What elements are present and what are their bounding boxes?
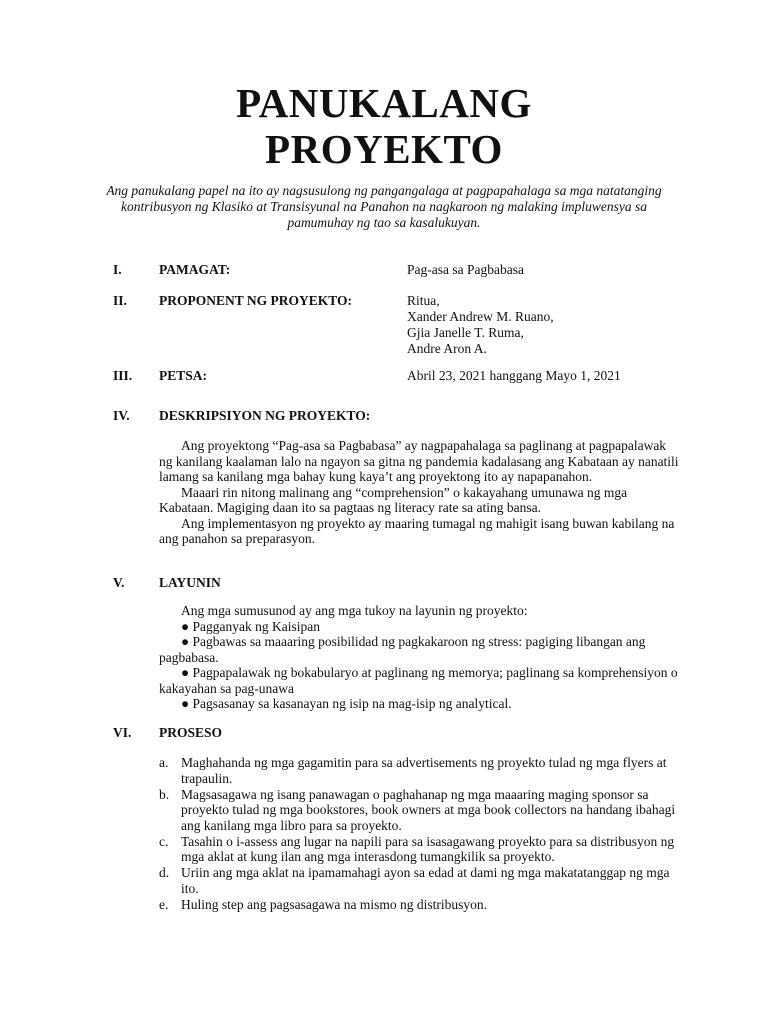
section-iv-label: DESKRIPSIYON NG PROYEKTO: (159, 408, 371, 423)
section-i-label: PAMAGAT: (159, 262, 231, 277)
section-ii-number: II. (113, 293, 127, 308)
section-ii-label: PROPONENT NG PROYEKTO: (159, 293, 353, 308)
section-iii-label: PETSA: (159, 368, 208, 383)
objective-item: ● Pagsasanay sa kasanayan ng isip na mag-isip ng analytical. (181, 696, 512, 711)
step-text: Tasahin o i-assess ang lugar na napili para sa isasagawang proyekto para sa distribusyon ng mga aklat at kung ilan ang mga interasdong tumangkilik sa proyekto. (181, 833, 675, 864)
step-marker: a. (159, 755, 169, 770)
description-paragraph: Ang proyektong “Pag-asa sa Pagbabasa” ay nagpapahalaga sa paglinang at pagpapalawak ng kanilang kaalaman lalo na ngayon sa gitna ng pandemia kadalasang ang Kabataan ay nanatili lamang sa kanilang mga bahay kung kaya’t ang proyektong ito ay napapanahon. (159, 438, 679, 484)
process-step (159, 787, 684, 834)
proponent-name: Ritua, (407, 293, 440, 308)
step-text: Uriin ang mga aklat na ipamamahagi ayon sa edad at dami ng mga makatatanggap ng mga ito. (181, 865, 670, 896)
section-v-label: LAYUNIN (159, 575, 221, 590)
description-paragraph: Ang implementasyon ng proyekto ay maaring tumagal ng mahigit isang buwan kabilang na ang panahon sa preparasyon. (159, 515, 675, 546)
section-vi-label: PROSESO (159, 725, 223, 740)
proponent-name: Andre Aron A. (407, 341, 487, 356)
section-vi-number: VI. (113, 725, 132, 740)
section-i-number: I. (113, 262, 122, 277)
step-text: Maghahanda ng mga gagamitin para sa advertisements ng proyekto tulad ng mga flyers at trapaulin. (181, 755, 667, 786)
section-i-value: Pag-asa sa Pagbabasa (407, 262, 524, 277)
section-iv-number: IV. (113, 408, 130, 423)
document-title (0, 80, 768, 172)
proponent-name: Xander Andrew M. Ruano, (407, 309, 554, 324)
title-line-2: PROYEKTO (265, 126, 503, 172)
section-v-number: V. (113, 575, 125, 590)
objective-item: ● Pagbawas sa maaaring posibilidad ng pagkakaroon ng stress: pagiging libangan ang pagbabasa. (159, 634, 646, 665)
process-steps (159, 755, 684, 913)
section-v-body (159, 603, 679, 712)
section-iv-body (159, 438, 679, 547)
objective-item: ● Pagpapalawak ng bokabularyo at paglinang ng memorya; paglinang sa komprehensiyon o kakayahan sa pag-unawa (159, 665, 678, 696)
objectives-intro: Ang mga sumusunod ay ang mga tukoy na layunin ng proyekto: (181, 603, 528, 618)
step-marker: e. (159, 896, 169, 912)
objective-item: ● Pagganyak ng Kaisipan (181, 618, 321, 634)
process-step (159, 834, 684, 865)
proponent-list (407, 293, 554, 357)
process-step (159, 865, 684, 896)
title-line-1: PANUKALANG (236, 80, 532, 126)
step-marker: b. (159, 786, 170, 802)
description-paragraph: Maaari rin nitong malinang ang “comprehension” o kakayahang umunawa ng mga Kabataan. Magiging daan ito sa pagtaas ng literacy rate sa ating bansa. (159, 484, 628, 515)
intro-statement: Ang panukalang papel na ito ay nagsusulong ng pangangalaga at pagpapahalaga sa mga natatanging kontribusyon ng Klasiko at Transisyunal na Panahon na nagkaroon ng malaking impluwensya sa pamumuhay ng tao sa kasalukuyan. (106, 183, 662, 230)
process-step (159, 755, 684, 786)
step-marker: c. (159, 833, 169, 849)
section-iii-value: Abril 23, 2021 hanggang Mayo 1, 2021 (407, 368, 621, 383)
step-text: Magsasagawa ng isang panawagan o paghahanap ng mga maaaring maging sponsor sa proyekto tulad ng mga bookstores, book owners at mga book collectors na handang ibahagi ang kanilang mga libro para sa proyekto. (181, 786, 676, 833)
step-marker: d. (159, 865, 170, 880)
proponent-name: Gjia Janelle T. Ruma, (407, 325, 524, 340)
process-step (159, 897, 684, 913)
step-text: Huling step ang pagsasagawa na mismo ng distribusyon. (181, 896, 487, 912)
section-iii-number: III. (113, 368, 133, 383)
